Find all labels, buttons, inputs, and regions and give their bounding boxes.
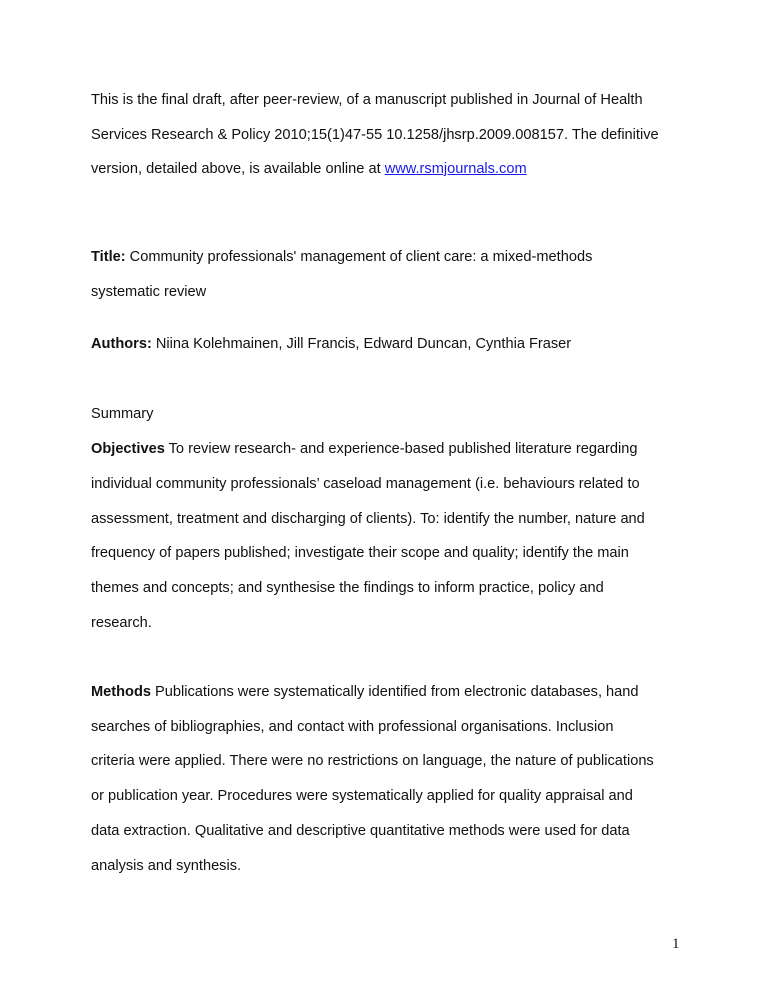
notice-text: version, detailed above, is available online at	[91, 161, 385, 177]
authors	[91, 335, 571, 353]
methods-text: searches of bibliographies, and contact with professional organisations. Inclusion	[91, 719, 614, 735]
authors-text: Niina Kolehmainen, Jill Francis, Edward Duncan, Cynthia Fraser	[151, 336, 572, 352]
methods-text: or publication year. Procedures were systematically applied for quality appraisal and	[91, 788, 633, 804]
journal-link[interactable]: www.rsmjournals.com	[384, 161, 527, 177]
methods-text: analysis and synthesis.	[91, 858, 242, 874]
title-text: systematic review	[91, 284, 207, 300]
objectives-text: frequency of papers published; investigate their scope and quality; identify the main	[91, 545, 629, 561]
objectives-text: themes and concepts; and synthesise the findings to inform practice, policy and	[91, 580, 604, 596]
notice-line: Services Research & Policy 2010;15(1)47-55 10.1258/jhsrp.2009.008157. The definitive	[91, 127, 659, 143]
notice-line	[91, 160, 527, 178]
methods-text: criteria were applied. There were no restrictions on language, the nature of publications	[91, 753, 654, 769]
objectives-text: individual community professionals’ caseload management (i.e. behaviours related to	[91, 476, 640, 492]
methods-text: data extraction. Qualitative and descriptive quantitative methods were used for data	[91, 823, 630, 839]
objectives-text: To review research- and experience-based published literature regarding	[164, 441, 638, 457]
objectives-label: Objectives	[91, 441, 165, 457]
objectives-text: research.	[91, 615, 152, 631]
notice-line: This is the final draft, after peer-review, of a manuscript published in Journal of Health	[91, 92, 643, 108]
title-label: Title:	[91, 249, 126, 265]
authors-label: Authors:	[91, 336, 152, 352]
summary-heading: Summary	[91, 406, 154, 422]
methods-text: Publications were systematically identified from electronic databases, hand	[151, 684, 639, 700]
title-text: Community professionals' management of client care: a mixed-methods	[125, 249, 593, 265]
objectives-text: assessment, treatment and discharging of clients). To: identify the number, nature and	[91, 511, 645, 527]
page-number: 1	[672, 936, 680, 952]
methods-label: Methods	[91, 684, 151, 700]
